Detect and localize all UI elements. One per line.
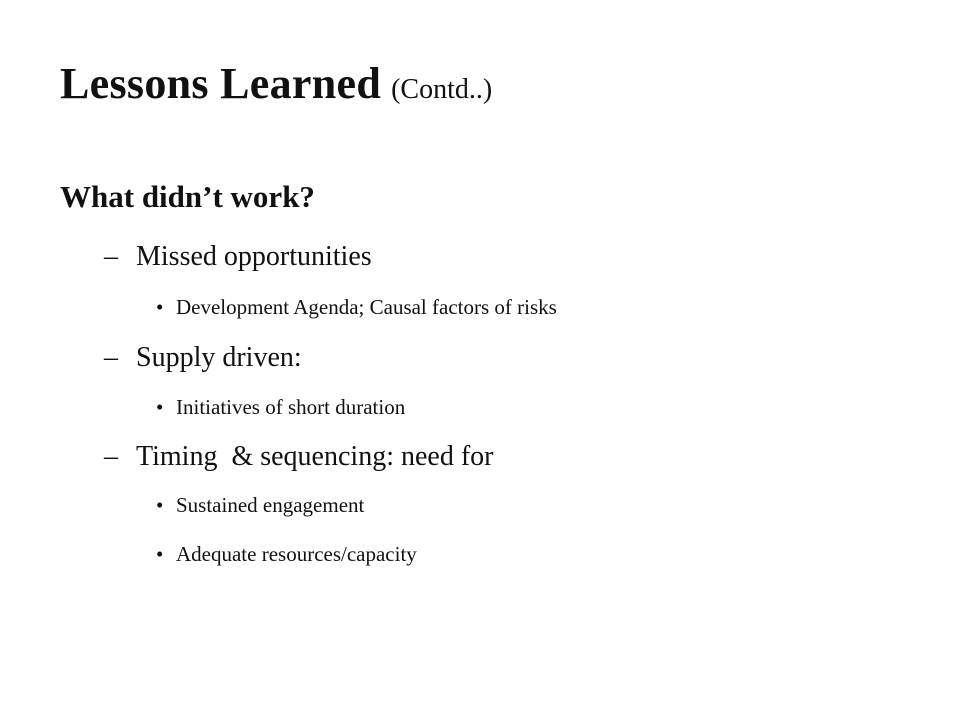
bullet-icon: • — [156, 395, 164, 419]
sub-list-item-text: Adequate resources/capacity — [176, 542, 417, 566]
bullet-icon: • — [156, 295, 164, 319]
slide-title — [60, 59, 493, 108]
dash-glyph: – — [104, 241, 118, 272]
dash-glyph: – — [104, 441, 118, 472]
sub-list-item — [156, 544, 417, 565]
list-item-missed-opportunities — [104, 243, 372, 271]
title-subtitle: (Contd..) — [391, 74, 493, 105]
sub-list-item — [156, 397, 405, 418]
list-item-timing-sequencing — [104, 443, 493, 471]
title-text: Lessons Learned — [60, 59, 382, 108]
list-item-label: Timing & sequencing: need for — [136, 441, 494, 472]
list-item-label: Missed opportunities — [136, 241, 372, 272]
list-item-label: Supply driven: — [136, 342, 302, 373]
sub-list-item-text: Development Agenda; Causal factors of risks — [176, 295, 557, 319]
bullet-icon: • — [156, 493, 164, 517]
sub-list-item — [156, 495, 364, 516]
dash-glyph: – — [104, 342, 118, 373]
list-item-supply-driven — [104, 344, 302, 372]
sub-list-item-text: Sustained engagement — [176, 493, 365, 517]
section-heading: What didn’t work? — [60, 179, 315, 214]
sub-list-item — [156, 297, 557, 318]
sub-list-item-text: Initiatives of short duration — [176, 395, 406, 419]
bullet-icon: • — [156, 542, 164, 566]
